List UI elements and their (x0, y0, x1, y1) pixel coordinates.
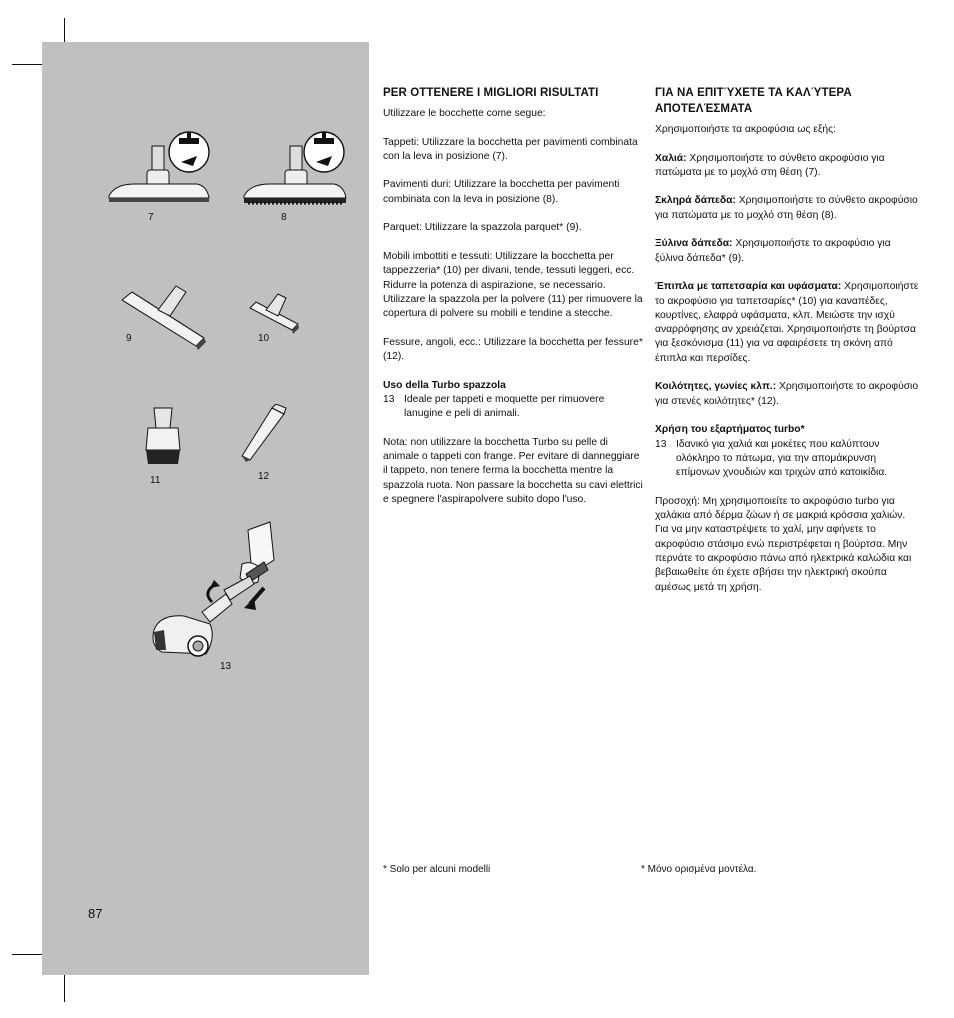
figure-8-floor-nozzle-hard-floor (238, 126, 353, 208)
figure-9-label: 9 (126, 333, 132, 344)
italian-turbo-item (383, 393, 645, 422)
greek-note: Προσοχή: Μη χρησιμοποιείτε το ακροφύσιο turbo για χαλάκια από δέρμα ζώων ή σε μακριά κρόσσια χαλιών. Για να μην καταστρέψετε το χαλί, μην αφήνετε το ακροφύσιο στάσιμο ενώ περιστρέφεται η βούρτσα. Μην περνάτε το ακροφύσιο πάνω από ηλεκτρικά καλώδια και βεβαιωθείτε ότι έχετε σβήσει την ηλεκτρική σκούπα αμέσως μετά τη χρήση. (655, 495, 912, 593)
italian-paragraph-parquet: Parquet: Utilizzare la spazzola parquet* (9). (383, 222, 582, 234)
greek-paragraph-wooden-floors (655, 237, 920, 266)
greek-intro: Χρησιμοποιήστε τα ακροφύσια ως εξής: (655, 124, 836, 135)
italian-footnote: * Solo per alcuni modelli (383, 864, 491, 875)
italian-turbo-item-text: Ideale per tappeti e moquette per rimuovere lanugine e peli di animali. (404, 393, 605, 420)
greek-turbo-item (655, 438, 920, 481)
greek-paragraph-upholstery (655, 280, 920, 366)
greek-turbo-item-text: Ιδανικό για χαλιά και μοκέτες που καλύπτουν ολόκληρο το πάτωμα, για την απομάκρυνση επίμονων χνουδιών και τριχών από κατοικίδια. (676, 438, 888, 479)
greek-term-upholstery: Έπιπλα με ταπετσαρία και υφάσματα: (655, 281, 842, 293)
greek-paragraph-hard-floors (655, 194, 920, 223)
figure-7-label: 7 (148, 212, 154, 223)
greek-paragraph-carpets (655, 152, 920, 181)
italian-turbo-heading: Uso della Turbo spazzola (383, 379, 506, 391)
italian-intro: Utilizzare le bocchette come segue: (383, 108, 546, 119)
greek-text-upholstery: Χρησιμοποιήστε το ακροφύσιο για ταπετσαρίες* (10) για καναπέδες, κουρτίνες, ελαφρά υφάσματα, κλπ. Μειώστε την ισχύ αναρρόφησης αν χρειάζεται. Χρησιμοποιήστε τη βούρτσα για ξεσκόνισμα (11) για να αφαιρέσετε τη σκόνη από έπιπλα και περσίδες. (655, 281, 919, 364)
italian-paragraph-carpets: Tappeti: Utilizzare la bocchetta per pavimenti combinata con la leva in posizione (7). (383, 136, 638, 162)
greek-heading: ΓΙΑ ΝΑ ΕΠΙΤΎΧΕΤΕ ΤΑ ΚΑΛΎΤΕΡΑ ΑΠΟΤΕΛΈΣΜΑΤΑ (655, 87, 852, 115)
figure-10-upholstery-nozzle (246, 290, 301, 335)
figure-7-floor-nozzle-carpet (105, 126, 215, 206)
greek-term-crevices: Κοιλότητες, γωνίες κλπ.: (655, 381, 777, 393)
greek-paragraph-crevices (655, 380, 920, 409)
italian-paragraph-upholstery: Mobili imbottiti e tessuti: Utilizzare la bocchetta per tappezzeria* (10) per divani, tende, tessuti leggeri, ecc. Ridurre la potenza di aspirazione, se necessario. Utilizzare la spazzola per la polvere (11) per rimuovere la copertura di polvere su mobili e tendine a stecche. (383, 250, 643, 320)
figure-12-crevice-tool (236, 404, 291, 464)
italian-turbo-item-number: 13 (383, 393, 395, 405)
italian-note: Nota: non utilizzare la bocchetta Turbo su pelle di animale o tappeti con frange. Per evitare di danneggiare il tappeto, non tenere ferma la bocchetta mentre la spazzola ruota. Non passare la bocchetta su cavi elettrici e spegnere l'aspirapolvere subito dopo l'uso. (383, 436, 643, 506)
italian-heading: PER OTTENERE I MIGLIORI RISULTATI (383, 87, 599, 99)
figure-8-label: 8 (281, 212, 287, 223)
page-number: 87 (88, 906, 103, 921)
figure-11-dusting-brush (140, 404, 185, 469)
italian-column (383, 85, 645, 522)
greek-turbo-heading: Χρήση του εξαρτήματος turbo* (655, 424, 805, 436)
figure-11-label: 11 (150, 475, 161, 486)
greek-text-crevices: Χρησιμοποιήστε το ακροφύσιο για στενές κοιλότητες* (12). (655, 381, 919, 407)
figure-13-label: 13 (220, 661, 232, 672)
greek-term-wooden-floors: Ξύλινα δάπεδα: (655, 238, 733, 250)
greek-column (655, 85, 920, 609)
italian-paragraph-hard-floors: Pavimenti duri: Utilizzare la bocchetta per pavimenti combinata con la leva in posizione (8). (383, 179, 620, 205)
greek-text-hard-floors: Χρησιμοποιήστε το σύνθετο ακροφύσιο για πατώματα με το μοχλό στη θέση (8). (655, 195, 918, 221)
figure-10-label: 10 (258, 333, 270, 344)
italian-paragraph-crevices: Fessure, angoli, ecc.: Utilizzare la bocchetta per fessure* (12). (383, 336, 643, 363)
greek-term-carpets: Χαλιά: (655, 152, 687, 164)
greek-term-hard-floors: Σκληρά δάπεδα: (655, 195, 736, 207)
greek-text-carpets: Χρησιμοποιήστε το σύνθετο ακροφύσιο για πατώματα με το μοχλό στη θέση (7). (655, 152, 885, 178)
greek-footnote: * Μόνο ορισμένα μοντέλα. (641, 864, 757, 875)
greek-text-wooden-floors: Χρησιμοποιήστε το ακροφύσιο για ξύλινα δάπεδα* (9). (655, 238, 891, 264)
figure-13-turbo-brush-in-use (140, 520, 290, 670)
figure-12-label: 12 (258, 471, 270, 482)
greek-turbo-item-number: 13 (655, 438, 667, 450)
